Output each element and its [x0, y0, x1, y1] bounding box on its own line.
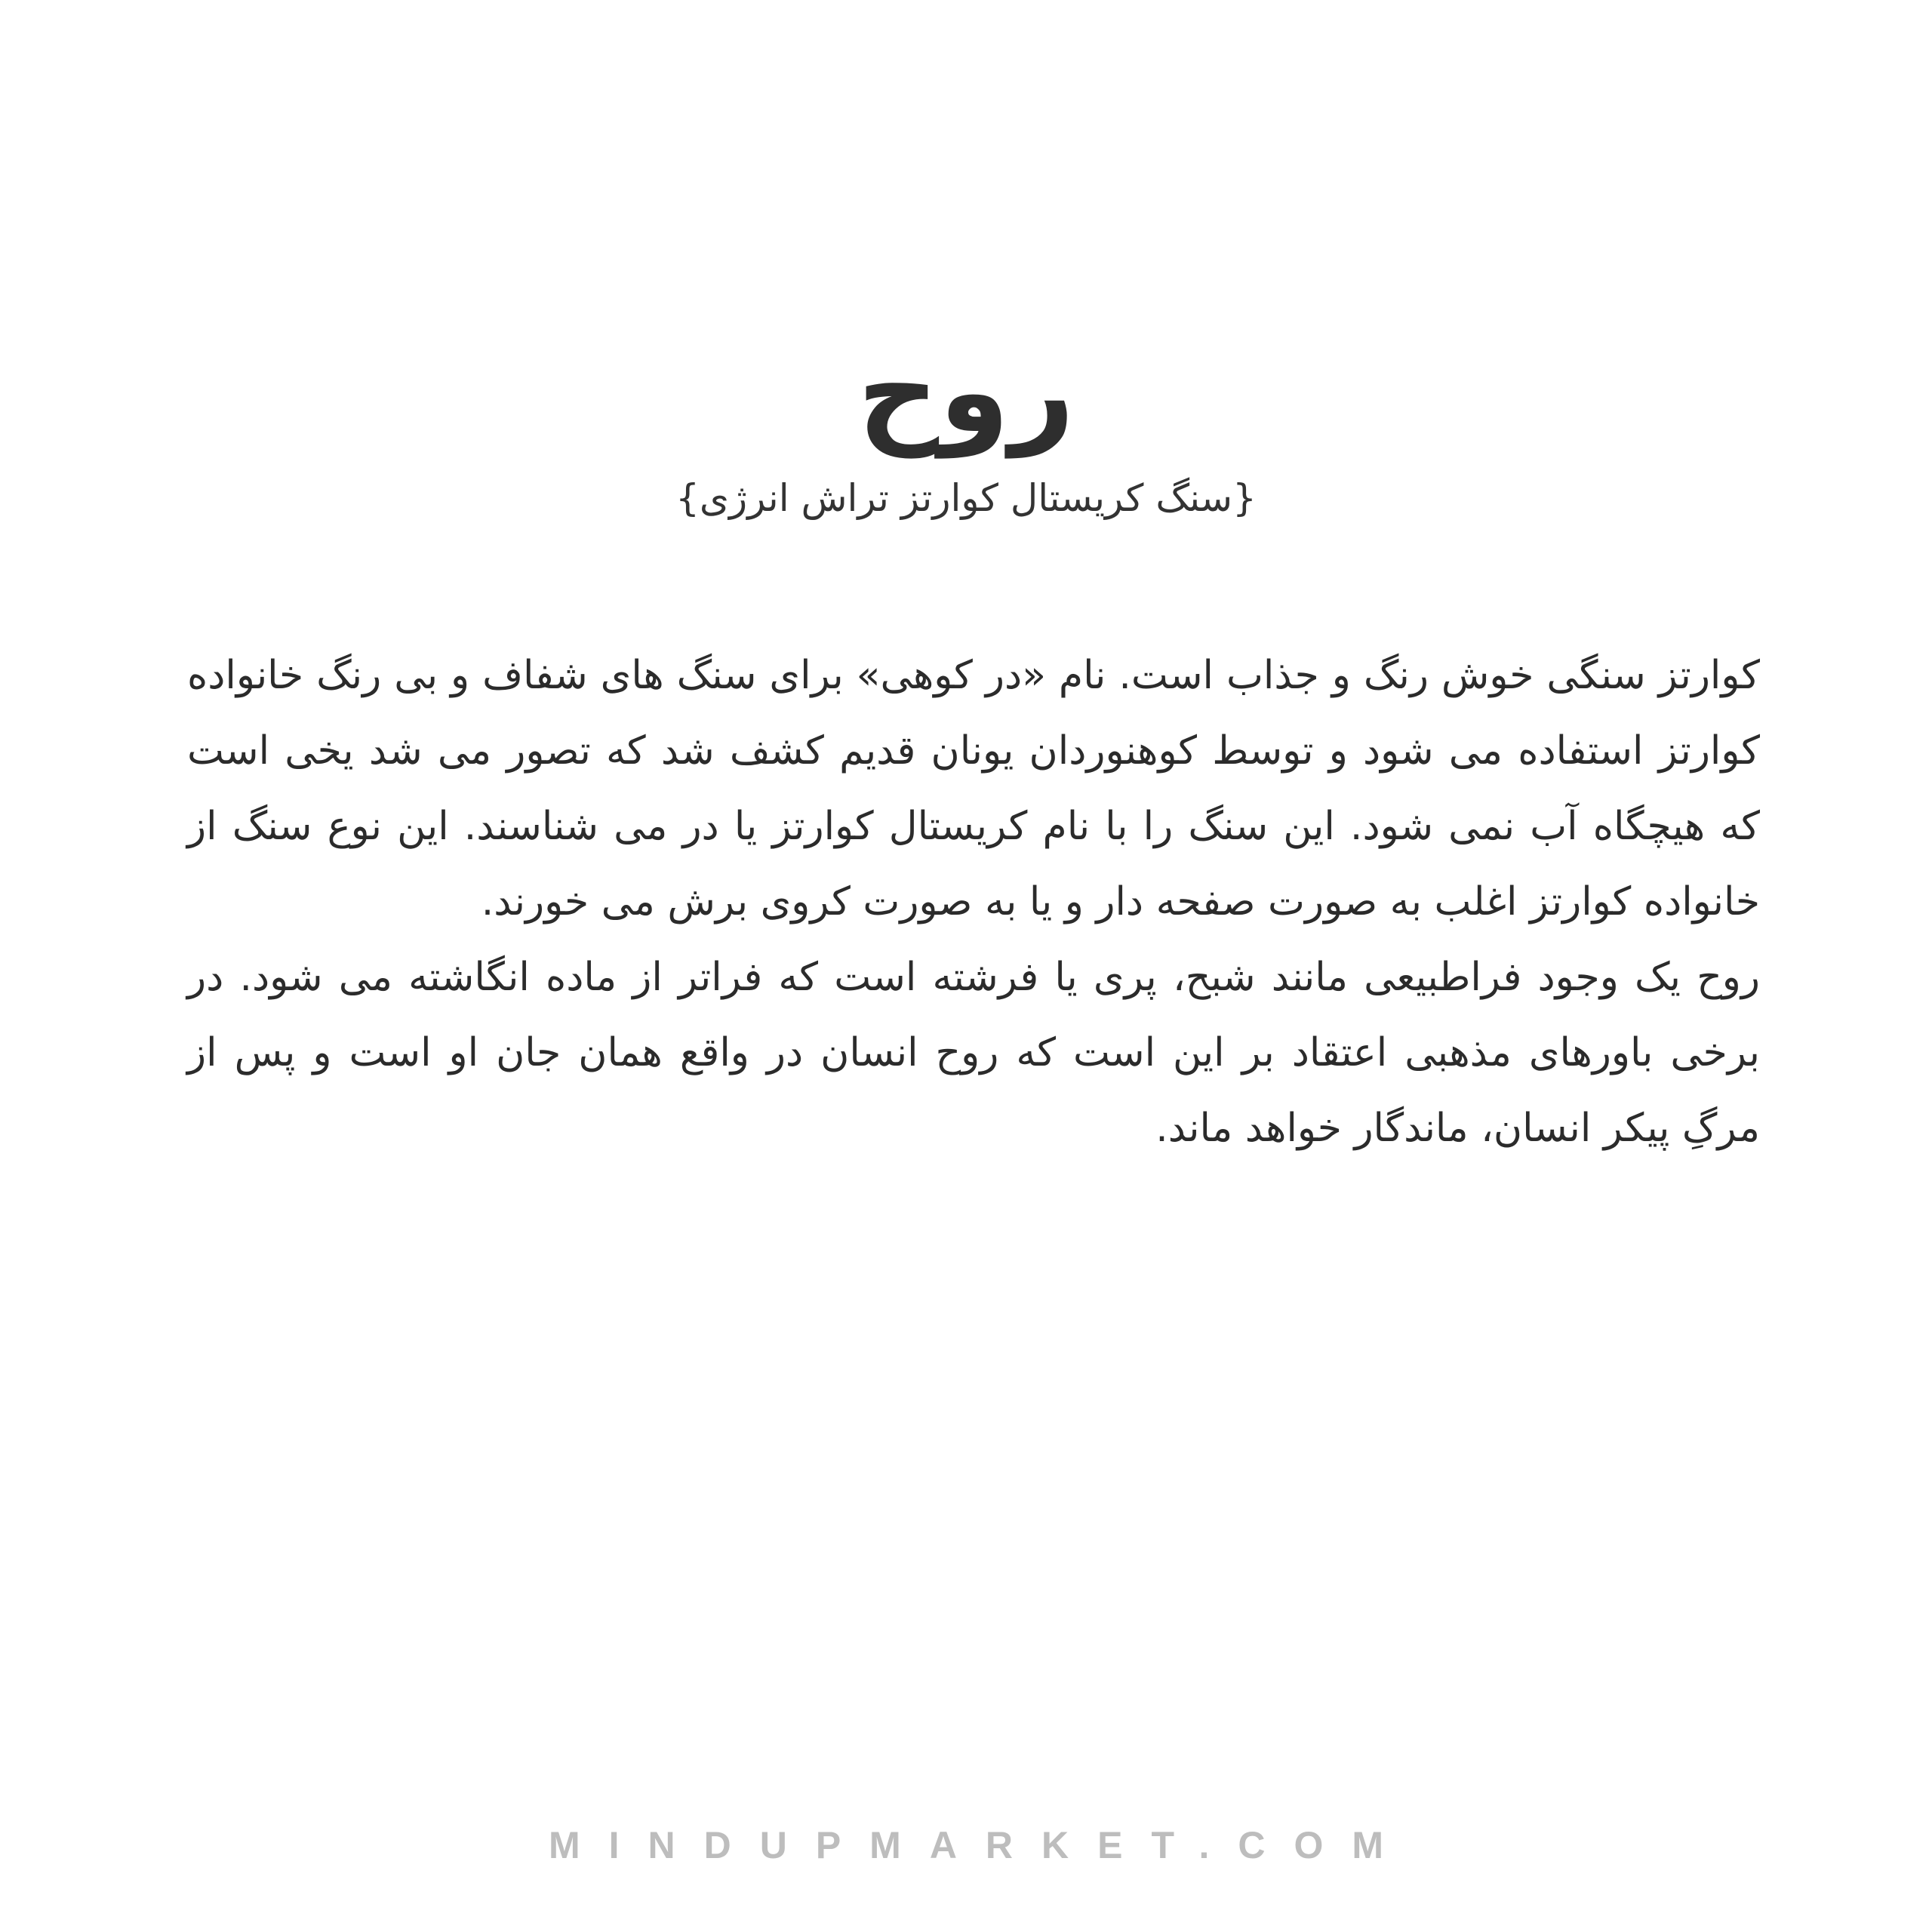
- footer-website: MINDUPMARKET.COM: [548, 1824, 1413, 1866]
- paragraph-spirit: روح یک وجود فراطبیعی مانند شبح، پری یا فرشته است که فراتر از ماده انگاشته می شود. در برخی باورهای مذهبی اعتقاد بر این است که روح انسان در واقع همان جان او است و پس از مرگِ پیکر انسان، ماندگار خواهد ماند.: [187, 955, 1760, 1151]
- page-subtitle: {سنگ کریستال کوارتز تراش انرژی}: [675, 476, 1257, 520]
- paragraph-quartz: کوارتز سنگی خوش رنگ و جذاب است. نام «در کوهی» برای سنگ های شفاف و بی رنگ خانواده کوارتز استفاده می شود و توسط کوهنوردان یونان قدیم کشف شد که تصور می شد یخی است که هیچگاه آب نمی شود. این سنگ را با نام کریستال کوارتز یا در می شناسند. این نوع سنگ از خانواده کوارتز اغلب به صورت صفحه دار و یا به صورت کروی برش می خورند.: [187, 653, 1760, 924]
- body-text: [187, 638, 1760, 1166]
- page-title: روح: [857, 327, 1075, 458]
